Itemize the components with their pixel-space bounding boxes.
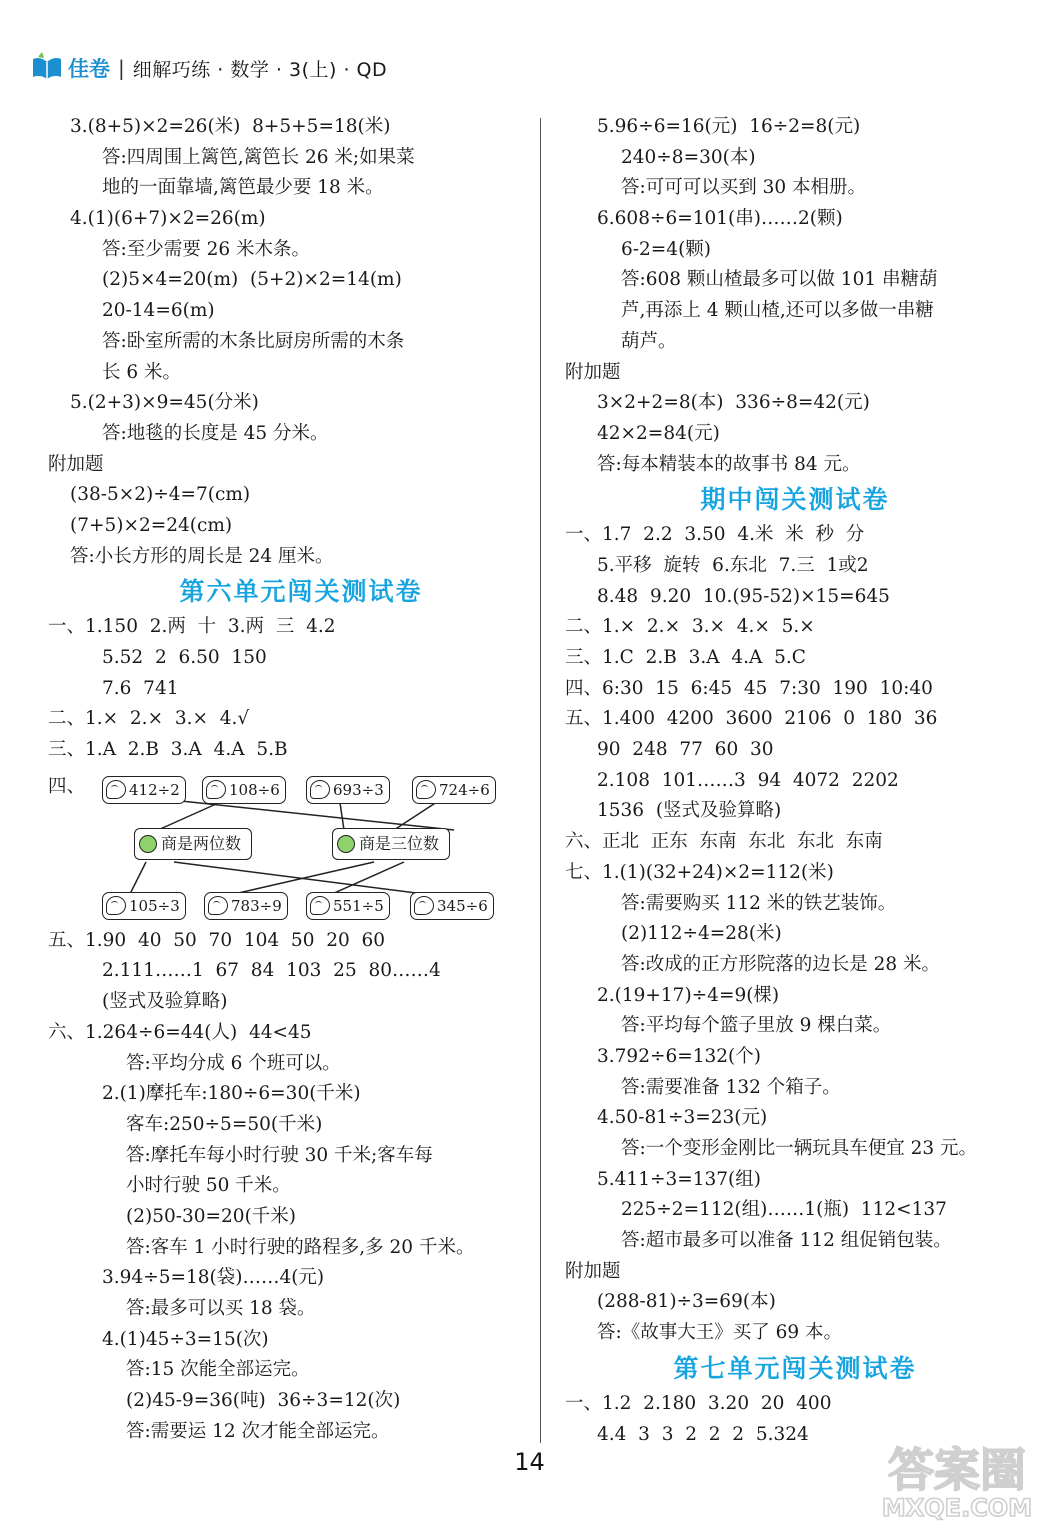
page-number: 14	[514, 1448, 545, 1476]
expression-card: 783÷9	[204, 892, 288, 920]
answer-line: 答:小长方形的周长是 24 厘米。	[70, 545, 334, 567]
expression-card: 693÷3	[306, 776, 390, 804]
answer-line: 葫芦。	[621, 330, 677, 352]
answer-line: 答:需要准备 132 个箱子。	[621, 1076, 841, 1098]
answer-line: 90 248 77 60 30	[597, 739, 774, 761]
brand-name: 佳卷	[68, 57, 110, 81]
expression-card: 412÷2	[102, 776, 186, 804]
answer-line: 6.608÷6=101(串)……2(颗)	[597, 208, 843, 230]
answer-line: 客车:250÷5=50(千米)	[126, 1113, 323, 1135]
answer-line: 3×2+2=8(本) 336÷8=42(元)	[597, 392, 870, 414]
answer-line: 5.平移 旋转 6.东北 7.三 1或2	[597, 554, 869, 576]
answer-line: 2.(1)摩托车:180÷6=30(千米)	[102, 1083, 361, 1105]
answer-line: 答:至少需要 26 米木条。	[102, 238, 311, 260]
answer-line: 6-2=4(颗)	[621, 238, 711, 260]
page-header	[30, 50, 387, 86]
answer-line: 答:摩托车每小时行驶 30 千米;客车每	[126, 1144, 433, 1166]
cloud-icon	[310, 780, 330, 799]
section-title-unit6: 第六单元闯关测试卷	[179, 577, 423, 607]
answer-line: 二、1.× 2.× 3.× 4.√	[48, 708, 250, 730]
right-column	[565, 112, 1025, 1450]
answer-line: 4.(1)(6+7)×2=26(m)	[70, 208, 266, 230]
answer-line: 答:超市最多可以准备 112 组促销包装。	[621, 1230, 952, 1252]
answer-line: 一、1.150 2.两 十 3.两 三 4.2	[48, 616, 336, 638]
matching-diagram	[48, 768, 532, 920]
answer-line: 答:平均分成 6 个班可以。	[126, 1052, 341, 1074]
answer-line: 答:平均每个篮子里放 9 棵白菜。	[621, 1015, 892, 1037]
expression-card: 345÷6	[410, 892, 494, 920]
answer-line: 五、1.400 4200 3600 2106 0 180 36	[565, 708, 938, 730]
header-separator: |	[118, 56, 125, 80]
category-two-digit: 商是两位数	[134, 828, 252, 860]
cloud-icon	[208, 896, 228, 915]
answer-line: 地的一面靠墙,篱笆最少要 18 米。	[102, 177, 384, 199]
answer-line: 小时行驶 50 千米。	[126, 1175, 291, 1197]
answer-line: 答:最多可以买 18 袋。	[126, 1298, 316, 1319]
cloud-icon	[310, 896, 330, 915]
column-divider	[540, 118, 541, 1443]
answer-line: 4.4 3 3 2 2 2 5.324	[597, 1423, 809, 1445]
answer-line: 5.96÷6=16(元) 16÷2=8(元)	[597, 116, 861, 137]
answer-line: 二、1.× 2.× 3.× 4.× 5.×	[565, 616, 815, 638]
answer-line: 5.52 2 6.50 150	[102, 647, 267, 668]
watermark-url: MXQE.COM	[881, 1494, 1033, 1522]
answer-line: 5.411÷3=137(组)	[597, 1168, 761, 1190]
answer-line: 六、1.264÷6=44(人) 44<45	[48, 1021, 312, 1043]
answer-line: 2.108 101……3 94 4072 2202	[597, 769, 899, 791]
header-title: 细解巧练 · 数学 · 3(上) · QD	[132, 58, 388, 81]
answer-line: (7+5)×2=24(cm)	[70, 514, 233, 536]
answer-line: 4.(1)45÷3=15(次)	[102, 1328, 269, 1350]
answer-line: 3.(8+5)×2=26(米) 8+5+5=18(米)	[70, 116, 391, 137]
expression-card: 551÷5	[306, 892, 390, 920]
cloud-icon	[106, 780, 126, 799]
answer-line: 20-14=6(m)	[102, 300, 215, 322]
cloud-icon	[106, 896, 126, 915]
watermark-text: 答案圈	[888, 1443, 1026, 1497]
answer-line: 答:《故事大王》买了 69 本。	[597, 1322, 843, 1344]
answer-line: 五、1.90 40 50 70 104 50 20 60	[48, 929, 386, 951]
expression-card: 108÷6	[202, 776, 286, 804]
answer-line: 答:需要购买 112 米的铁艺装饰。	[621, 892, 897, 914]
extra-question-heading: 附加题	[565, 361, 621, 383]
answer-line: 四、6:30 15 6:45 45 7:30 190 10:40	[565, 677, 933, 699]
answer-line: 答:一个变形金刚比一辆玩具车便宜 23 元。	[621, 1138, 978, 1159]
answer-line: 答:地毯的长度是 45 分米。	[102, 422, 329, 444]
answer-line: 3.94÷5=18(袋)……4(元)	[102, 1267, 325, 1289]
answer-line: 42×2=84(元)	[597, 422, 720, 444]
answer-line: 答:需要运 12 次才能全部运完。	[126, 1420, 390, 1442]
answer-line: 225÷2=112(组)……1(瓶) 112<137	[621, 1199, 947, 1221]
answer-line: (38-5×2)÷4=7(cm)	[70, 484, 251, 506]
answer-line: 答:四周围上篱笆,篱笆长 26 米;如果菜	[102, 146, 415, 168]
answer-line: 答:608 颗山楂最多可以做 101 串糖葫	[621, 269, 938, 291]
cloud-icon	[414, 896, 434, 915]
section-title-midterm: 期中闯关测试卷	[700, 485, 890, 515]
answer-line: 3.792÷6=132(个)	[597, 1045, 761, 1067]
answer-line: 一、1.7 2.2 3.50 4.米 米 秒 分	[565, 524, 865, 546]
answer-line: (288-81)÷3=69(本)	[597, 1291, 776, 1313]
book-logo-icon	[30, 51, 64, 85]
section-title-unit7: 第七单元闯关测试卷	[673, 1353, 917, 1383]
answer-line: 答:改成的正方形院落的边长是 28 米。	[621, 953, 941, 975]
category-three-digit: 商是三位数	[332, 828, 450, 860]
answer-line: (竖式及验算略)	[102, 991, 228, 1013]
answer-line: 4.50-81÷3=23(元)	[597, 1107, 768, 1129]
left-column	[48, 112, 532, 1447]
answer-line: 8.48 9.20 10.(95-52)×15=645	[597, 585, 890, 607]
extra-question-heading: 附加题	[565, 1260, 621, 1282]
answer-line: 1536 (竖式及验算略)	[597, 800, 782, 822]
answer-line: 答:客车 1 小时行驶的路程多,多 20 千米。	[126, 1236, 475, 1258]
answer-line: 240÷8=30(本)	[621, 146, 756, 168]
cloud-icon	[416, 780, 436, 799]
ball-icon	[139, 835, 157, 853]
ball-icon	[337, 835, 355, 853]
expression-card: 105÷3	[102, 892, 186, 920]
answer-line: 5.(2+3)×9=45(分米)	[70, 392, 259, 414]
extra-question-heading: 附加题	[48, 453, 104, 475]
answer-line: 答:每本精装本的故事书 84 元。	[597, 453, 861, 475]
answer-line: 长 6 米。	[102, 361, 182, 383]
answer-line: 答:卧室所需的木条比厨房所需的木条	[102, 330, 405, 352]
answer-line: 六、正北 正东 东南 东北 东北 东南	[565, 831, 883, 853]
answer-line: 2.111……1 67 84 103 25 80……4	[102, 960, 441, 982]
answer-line: 一、1.2 2.180 3.20 20 400	[565, 1392, 832, 1414]
answer-line: 七、1.(1)(32+24)×2=112(米)	[565, 861, 834, 883]
answer-line: 三、1.C 2.B 3.A 4.A 5.C	[565, 647, 806, 668]
answer-line: 三、1.A 2.B 3.A 4.A 5.B	[48, 739, 288, 761]
answer-line: 答:15 次能全部运完。	[126, 1359, 310, 1381]
answer-line: 芦,再添上 4 颗山楂,还可以多做一串糖	[621, 300, 934, 322]
answer-line: (2)112÷4=28(米)	[621, 923, 782, 945]
answer-line: (2)50-30=20(千米)	[126, 1205, 297, 1227]
expression-card: 724÷6	[412, 776, 496, 804]
watermark-logo	[877, 1434, 1037, 1522]
answer-line: (2)45-9=36(吨) 36÷3=12(次)	[126, 1390, 401, 1412]
answer-line: 答:可可可以买到 30 本相册。	[621, 177, 867, 199]
answer-line: (2)5×4=20(m) (5+2)×2=14(m)	[102, 269, 402, 291]
question-label: 四、	[48, 775, 86, 797]
answer-line: 2.(19+17)÷4=9(棵)	[597, 984, 780, 1006]
cloud-icon	[206, 780, 226, 799]
answer-line: 7.6 741	[102, 677, 179, 699]
